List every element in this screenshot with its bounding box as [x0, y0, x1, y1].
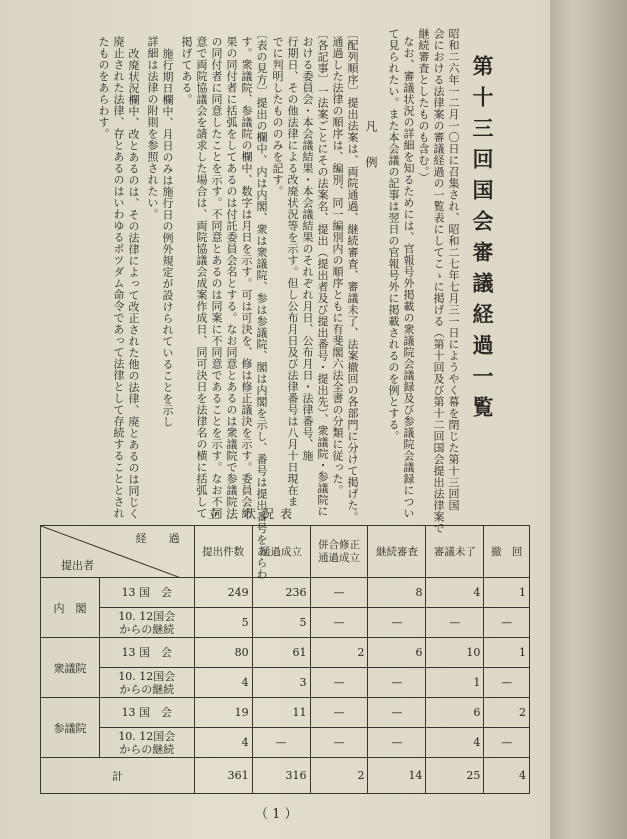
- legend-line: 改廃状況欄中、改とあるのは、その法律によって改正された他の法律、廃とあるのは同じく: [127, 48, 140, 520]
- total-cell: 316: [252, 758, 310, 794]
- table-cell: —: [252, 728, 310, 758]
- table-row: [41, 698, 530, 728]
- intro-line: なお、審議状況の詳細を知るためには、官報号外掲載の衆議院会議録及び参議院会議録につい: [402, 36, 415, 519]
- legend-line: 果の同付者に括弧をしてあるのは付託委員会名とする。なお同意とあるのは衆議院で参議院: [225, 36, 238, 508]
- submitter-group-label: 参議院: [41, 698, 100, 758]
- session-label: 13 国 会: [100, 638, 195, 668]
- table-cell: —: [368, 698, 426, 728]
- legend-line: 掲げてある。: [180, 36, 193, 105]
- table-cell: 19: [194, 698, 252, 728]
- table-cell: 8: [368, 578, 426, 608]
- table-cell: 2: [484, 698, 530, 728]
- session-label: 10. 12国会 からの継続: [100, 668, 195, 698]
- corner-bottom-label: 提出者: [61, 559, 94, 572]
- table-cell: 10: [426, 638, 484, 668]
- table-cell: —: [310, 578, 368, 608]
- legend-heading: 凡 例: [364, 120, 378, 174]
- table-cell: 4: [194, 728, 252, 758]
- session-label: 13 国 会: [100, 698, 195, 728]
- total-cell: 4: [484, 758, 530, 794]
- legislation-status-table: [40, 525, 530, 794]
- legend-line: たものをあらわす。: [97, 36, 110, 140]
- table-cell: 5: [252, 608, 310, 638]
- table-cell: —: [368, 668, 426, 698]
- intro-line: 継続審査としたものも含む。）: [417, 28, 430, 184]
- table-cell: 3: [252, 668, 310, 698]
- total-label: 計: [41, 758, 195, 794]
- table-cell: 11: [252, 698, 310, 728]
- table-cell: 4: [426, 578, 484, 608]
- session-label: 13 国 会: [100, 578, 195, 608]
- table-cell: —: [426, 608, 484, 638]
- legend-line: 〔各記事〕一法案ごとにその法案名、提出（提出者及び提出番号・提出先）、衆議院・参議院に: [316, 28, 329, 517]
- session-label: 10. 12国会 からの継続: [100, 608, 195, 638]
- table-cell: —: [484, 728, 530, 758]
- table-corner-cell: [41, 526, 195, 578]
- column-header: 継続審査: [368, 526, 426, 578]
- column-header: [310, 526, 368, 578]
- column-header: 撤 回: [484, 526, 530, 578]
- table-title: 立法状況表: [208, 507, 299, 521]
- intro-line: て見られたい。また本会議の記事は翌日の官報号外に掲載されるのを例とする。: [387, 28, 400, 442]
- table-cell: 1: [484, 578, 530, 608]
- table-cell: —: [484, 668, 530, 698]
- column-header-merged: 併合修正 通過成立: [318, 538, 360, 564]
- table-cell: 236: [252, 578, 310, 608]
- table-body: [41, 578, 530, 758]
- table-cell: 80: [194, 638, 252, 668]
- corner-top-label: 経 過: [135, 532, 180, 545]
- submitter-group-label: 内 閣: [41, 578, 100, 638]
- table-row: [41, 638, 530, 668]
- legend-line: の同付者に同意したことを示す。不同意とあるのは同案に不同意であることを示す。なお不同: [210, 36, 223, 519]
- legend-line: 行期日、その他法律による改廃状況等を示す。但し公布月日及び法律番号は八月十日現在ま: [286, 36, 299, 508]
- table-cell: 5: [194, 608, 252, 638]
- column-header: 提出件数: [194, 526, 252, 578]
- legend-line: 〔表の見方〕提出の欄中、内は内閣、衆は衆議院、参は参議院、閣は内閣を示し、番号は提出番号をあらわ: [255, 28, 268, 580]
- page-number: （ 1 ）: [255, 807, 298, 822]
- column-header: 審議未了: [426, 526, 484, 578]
- total-cell: 361: [194, 758, 252, 794]
- legend-line: 施行期日欄中、月日のみは施行日の例外規定が設けられていることを示し: [161, 48, 174, 428]
- table-cell: 4: [194, 668, 252, 698]
- table-cell: —: [310, 608, 368, 638]
- table-row: [41, 608, 530, 638]
- table-cell: —: [368, 728, 426, 758]
- column-header: 通過成立: [252, 526, 310, 578]
- table-cell: 1: [426, 668, 484, 698]
- submitter-group-label: 衆議院: [41, 638, 100, 698]
- table-cell: 4: [426, 728, 484, 758]
- table-cell: 6: [368, 638, 426, 668]
- table-row: [41, 728, 530, 758]
- table-row: [41, 668, 530, 698]
- table-cell: —: [310, 728, 368, 758]
- table-cell: 1: [484, 638, 530, 668]
- legend-line: 〔配列順序〕提出法案は、両院通過、継続審査、審議未了、法案撤回の各部門に分けて掲げた。: [346, 28, 359, 523]
- table-cell: 249: [194, 578, 252, 608]
- legend-line: 意で両院協議会を請求した場合は、両院協議会成案作成日、同可決日を法律名の横に括弧して: [195, 36, 208, 519]
- table-cell: 6: [426, 698, 484, 728]
- intro-line: 会における法律案の審議経過の一覧表にしてこゝに掲げる（第十回及び第十二回国会提出法律案で: [432, 28, 445, 534]
- legend-line: 通過した法律の順序は、編別、同一編別内の順序ともに有斐閣六法全書の分類に従った。: [331, 36, 344, 496]
- table-cell: —: [310, 668, 368, 698]
- legend-line: でに判明したもののみを記す。: [271, 36, 284, 197]
- table-cell: —: [484, 608, 530, 638]
- book-edge: [550, 0, 627, 839]
- table-cell: —: [368, 608, 426, 638]
- legend-line: おける委員会・本会議結果・本会議結果のそれぞれ月日、公布月日・法律番号、施: [301, 36, 314, 462]
- legend-line: 廃止された法律、存とあるのはいわゆるポツダム命令であって法律として存続することとされ: [112, 36, 125, 519]
- total-row: [41, 758, 530, 794]
- table-cell: —: [310, 698, 368, 728]
- page-title: 第十三回国会審議経過一覧: [470, 55, 495, 427]
- table-cell: 61: [252, 638, 310, 668]
- table-row: [41, 578, 530, 608]
- total-cell: 14: [368, 758, 426, 794]
- legend-line: 詳細は法律の附則を参照されたい。: [146, 36, 159, 220]
- intro-line: 昭和二六年一二月一〇日に召集され、昭和二七年七月三一日にようやく幕を閉じた第十三回国: [447, 28, 460, 511]
- legend-line: す。衆議院、参議院の欄中、数字は月日を示す。可は可決を、修は修正議決を示す。委員会結: [240, 36, 253, 519]
- total-cell: 2: [310, 758, 368, 794]
- table-cell: 2: [310, 638, 368, 668]
- session-label: 10. 12国会 からの継続: [100, 728, 195, 758]
- total-cell: 25: [426, 758, 484, 794]
